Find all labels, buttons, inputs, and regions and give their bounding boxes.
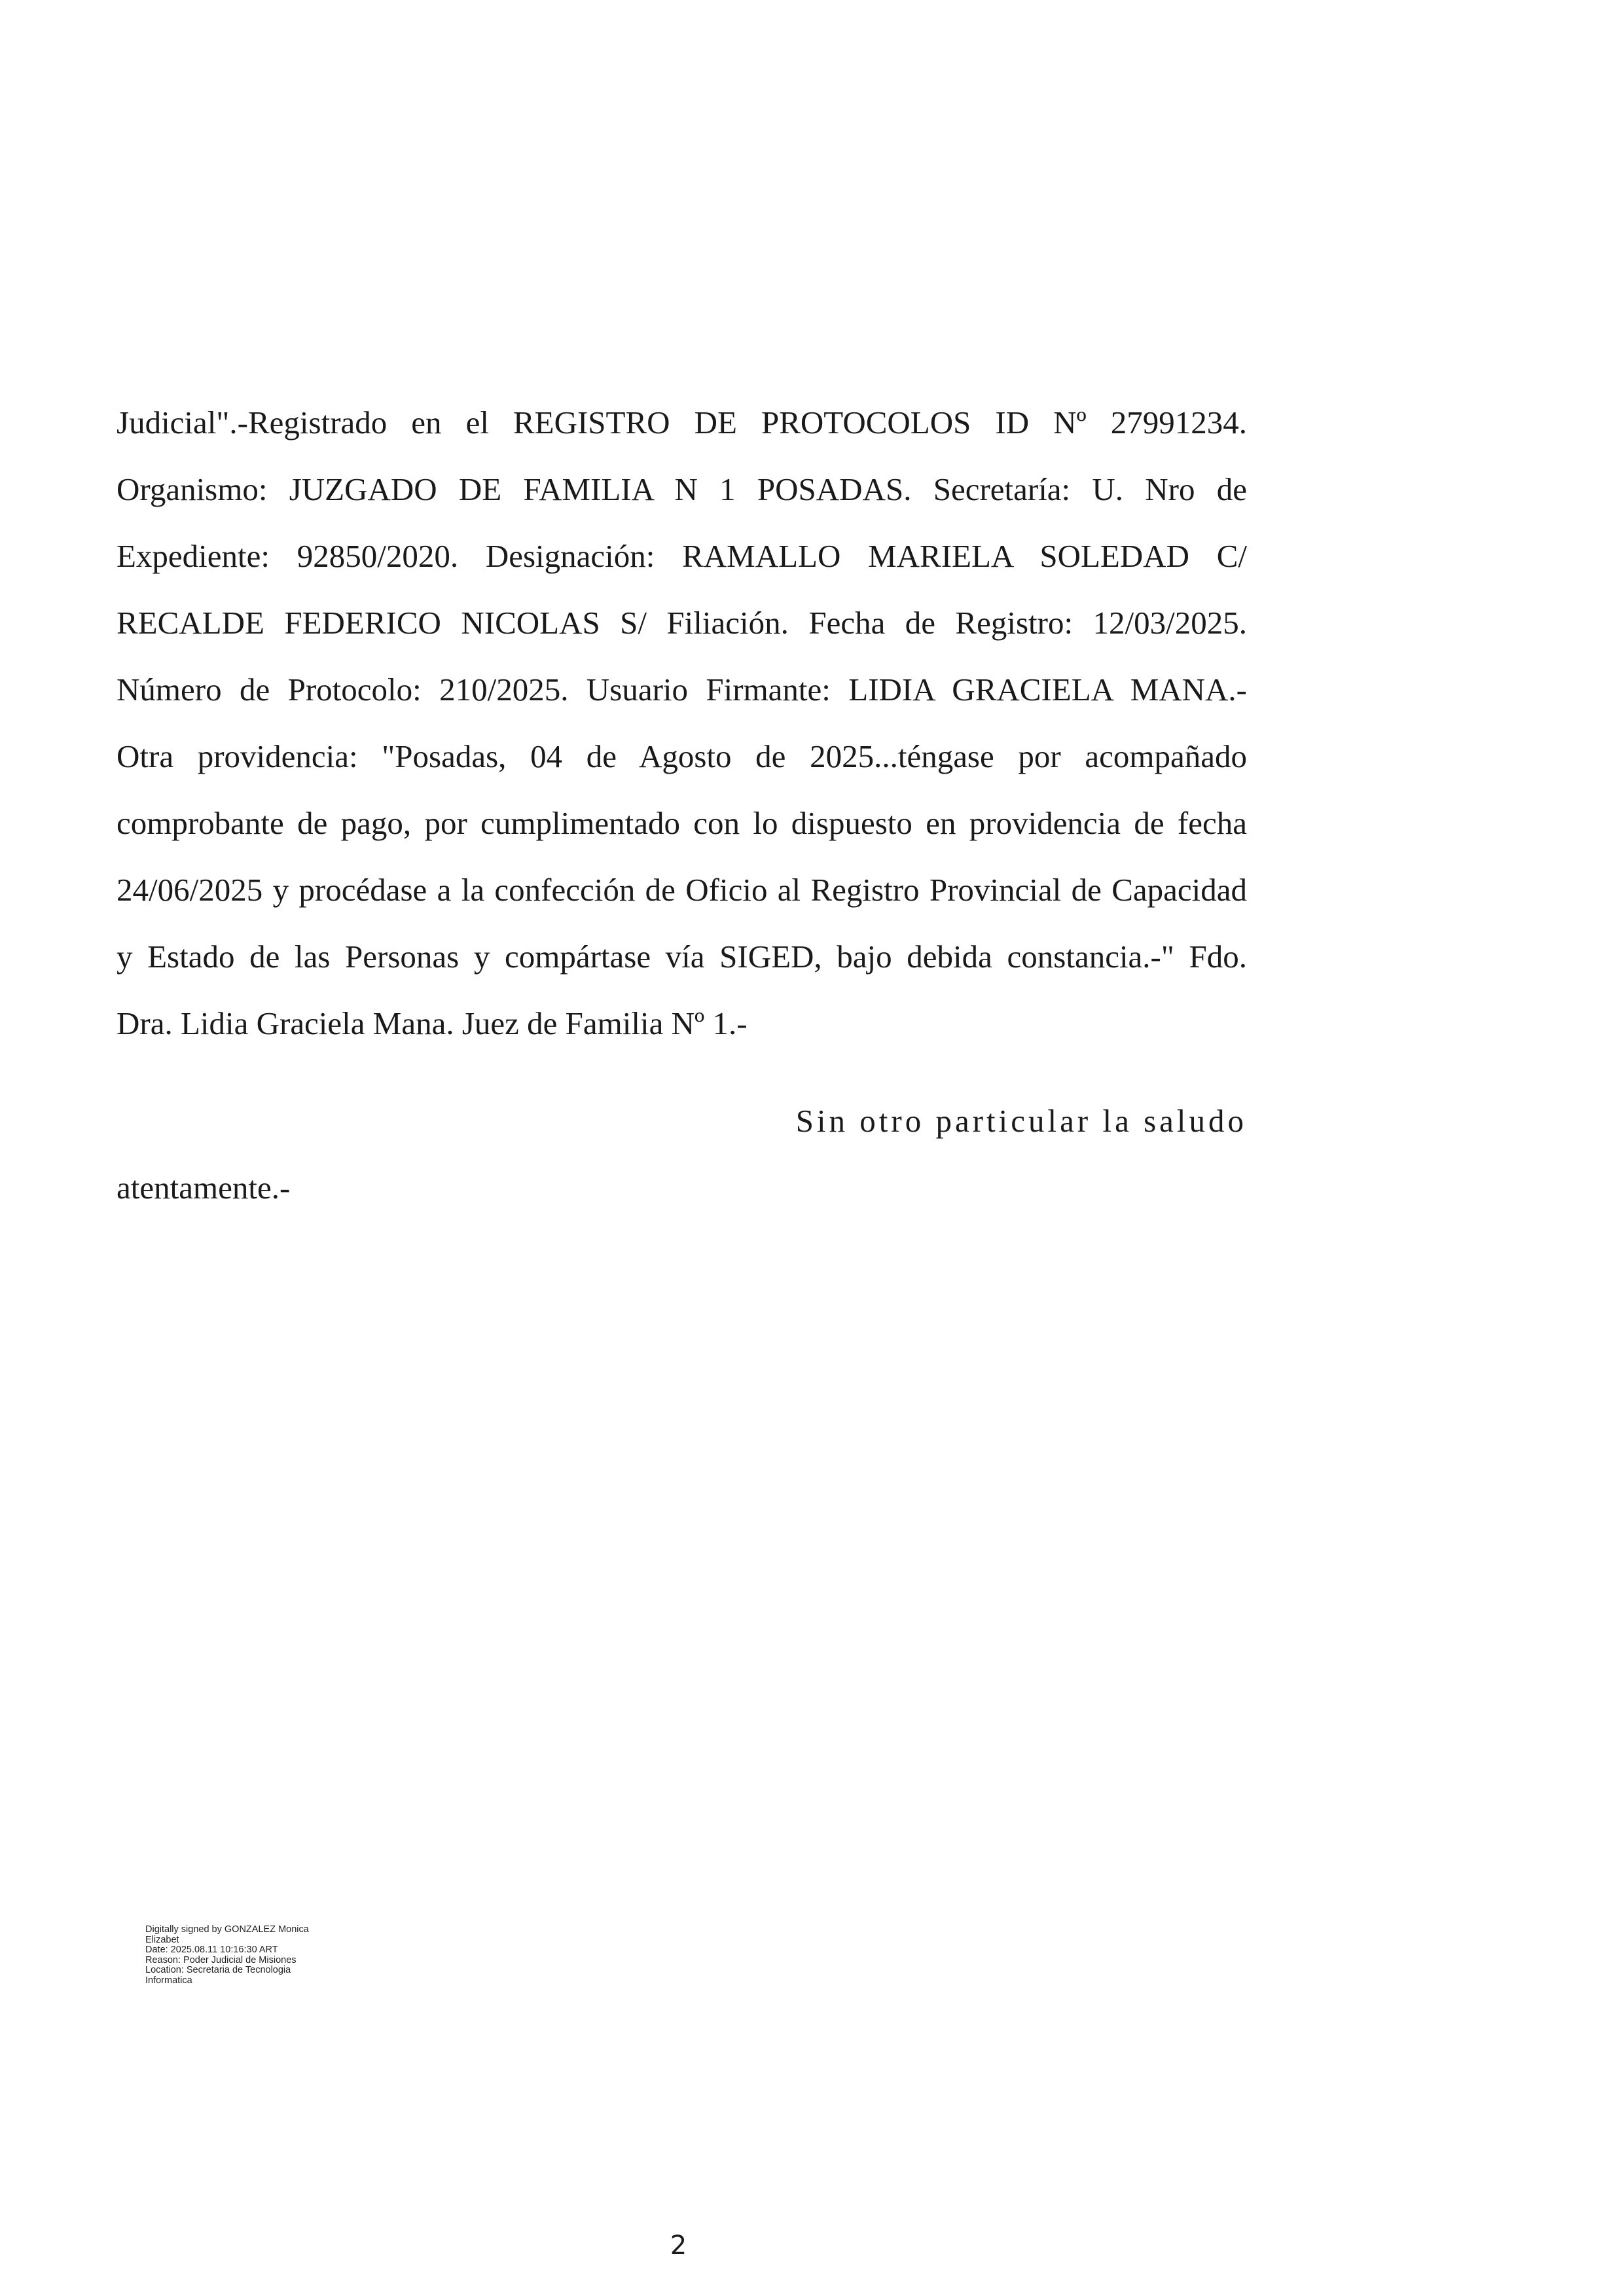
signature-line-1: Digitally signed by GONZALEZ Monica [145, 1924, 309, 1935]
body-line-2: Organismo: JUZGADO DE FAMILIA N 1 POSADAS. Secretaría: U. Nro de [117, 471, 1247, 507]
body-line-3: Expediente: 92850/2020. Designación: RAMALLO MARIELA SOLEDAD C/ [117, 538, 1247, 574]
digital-signature-block [145, 1925, 309, 1986]
closing-line-2: atentamente.- [117, 1170, 291, 1206]
body-line-5: Número de Protocolo: 210/2025. Usuario Firmante: LIDIA GRACIELA MANA.- [117, 672, 1247, 708]
body-line-9: y Estado de las Personas y compártase vía SIGED, bajo debida constancia.-" Fdo. [117, 939, 1247, 975]
closing-line-1: Sin otro particular la saludo [795, 1103, 1247, 1139]
body-line-8: 24/06/2025 y procédase a la confección de Oficio al Registro Provincial de Capacidad [117, 872, 1247, 908]
body-line-4: RECALDE FEDERICO NICOLAS S/ Filiación. Fecha de Registro: 12/03/2025. [117, 605, 1247, 641]
signature-line-5: Location: Secretaria de Tecnologia [145, 1965, 291, 1975]
body-line-7: comprobante de pago, por cumplimentado con lo dispuesto en providencia de fecha [117, 805, 1247, 841]
signature-line-3: Date: 2025.08.11 10:16:30 ART [145, 1945, 278, 1955]
body-line-1: Judicial".-Registrado en el REGISTRO DE PROTOCOLOS ID Nº 27991234. [117, 404, 1247, 440]
page-number: 2 [670, 2231, 687, 2261]
signature-line-4: Reason: Poder Judicial de Misiones [145, 1954, 297, 1965]
signature-line-2: Elizabet [145, 1934, 179, 1945]
body-line-10: Dra. Lidia Graciela Mana. Juez de Familia Nº 1.- [117, 1005, 748, 1041]
body-line-6: Otra providencia: "Posadas, 04 de Agosto de 2025...téngase por acompañado [117, 738, 1247, 774]
signature-line-6: Informatica [145, 1975, 192, 1986]
body-paragraph [117, 389, 1247, 1057]
closing-paragraph [117, 1088, 1247, 1221]
